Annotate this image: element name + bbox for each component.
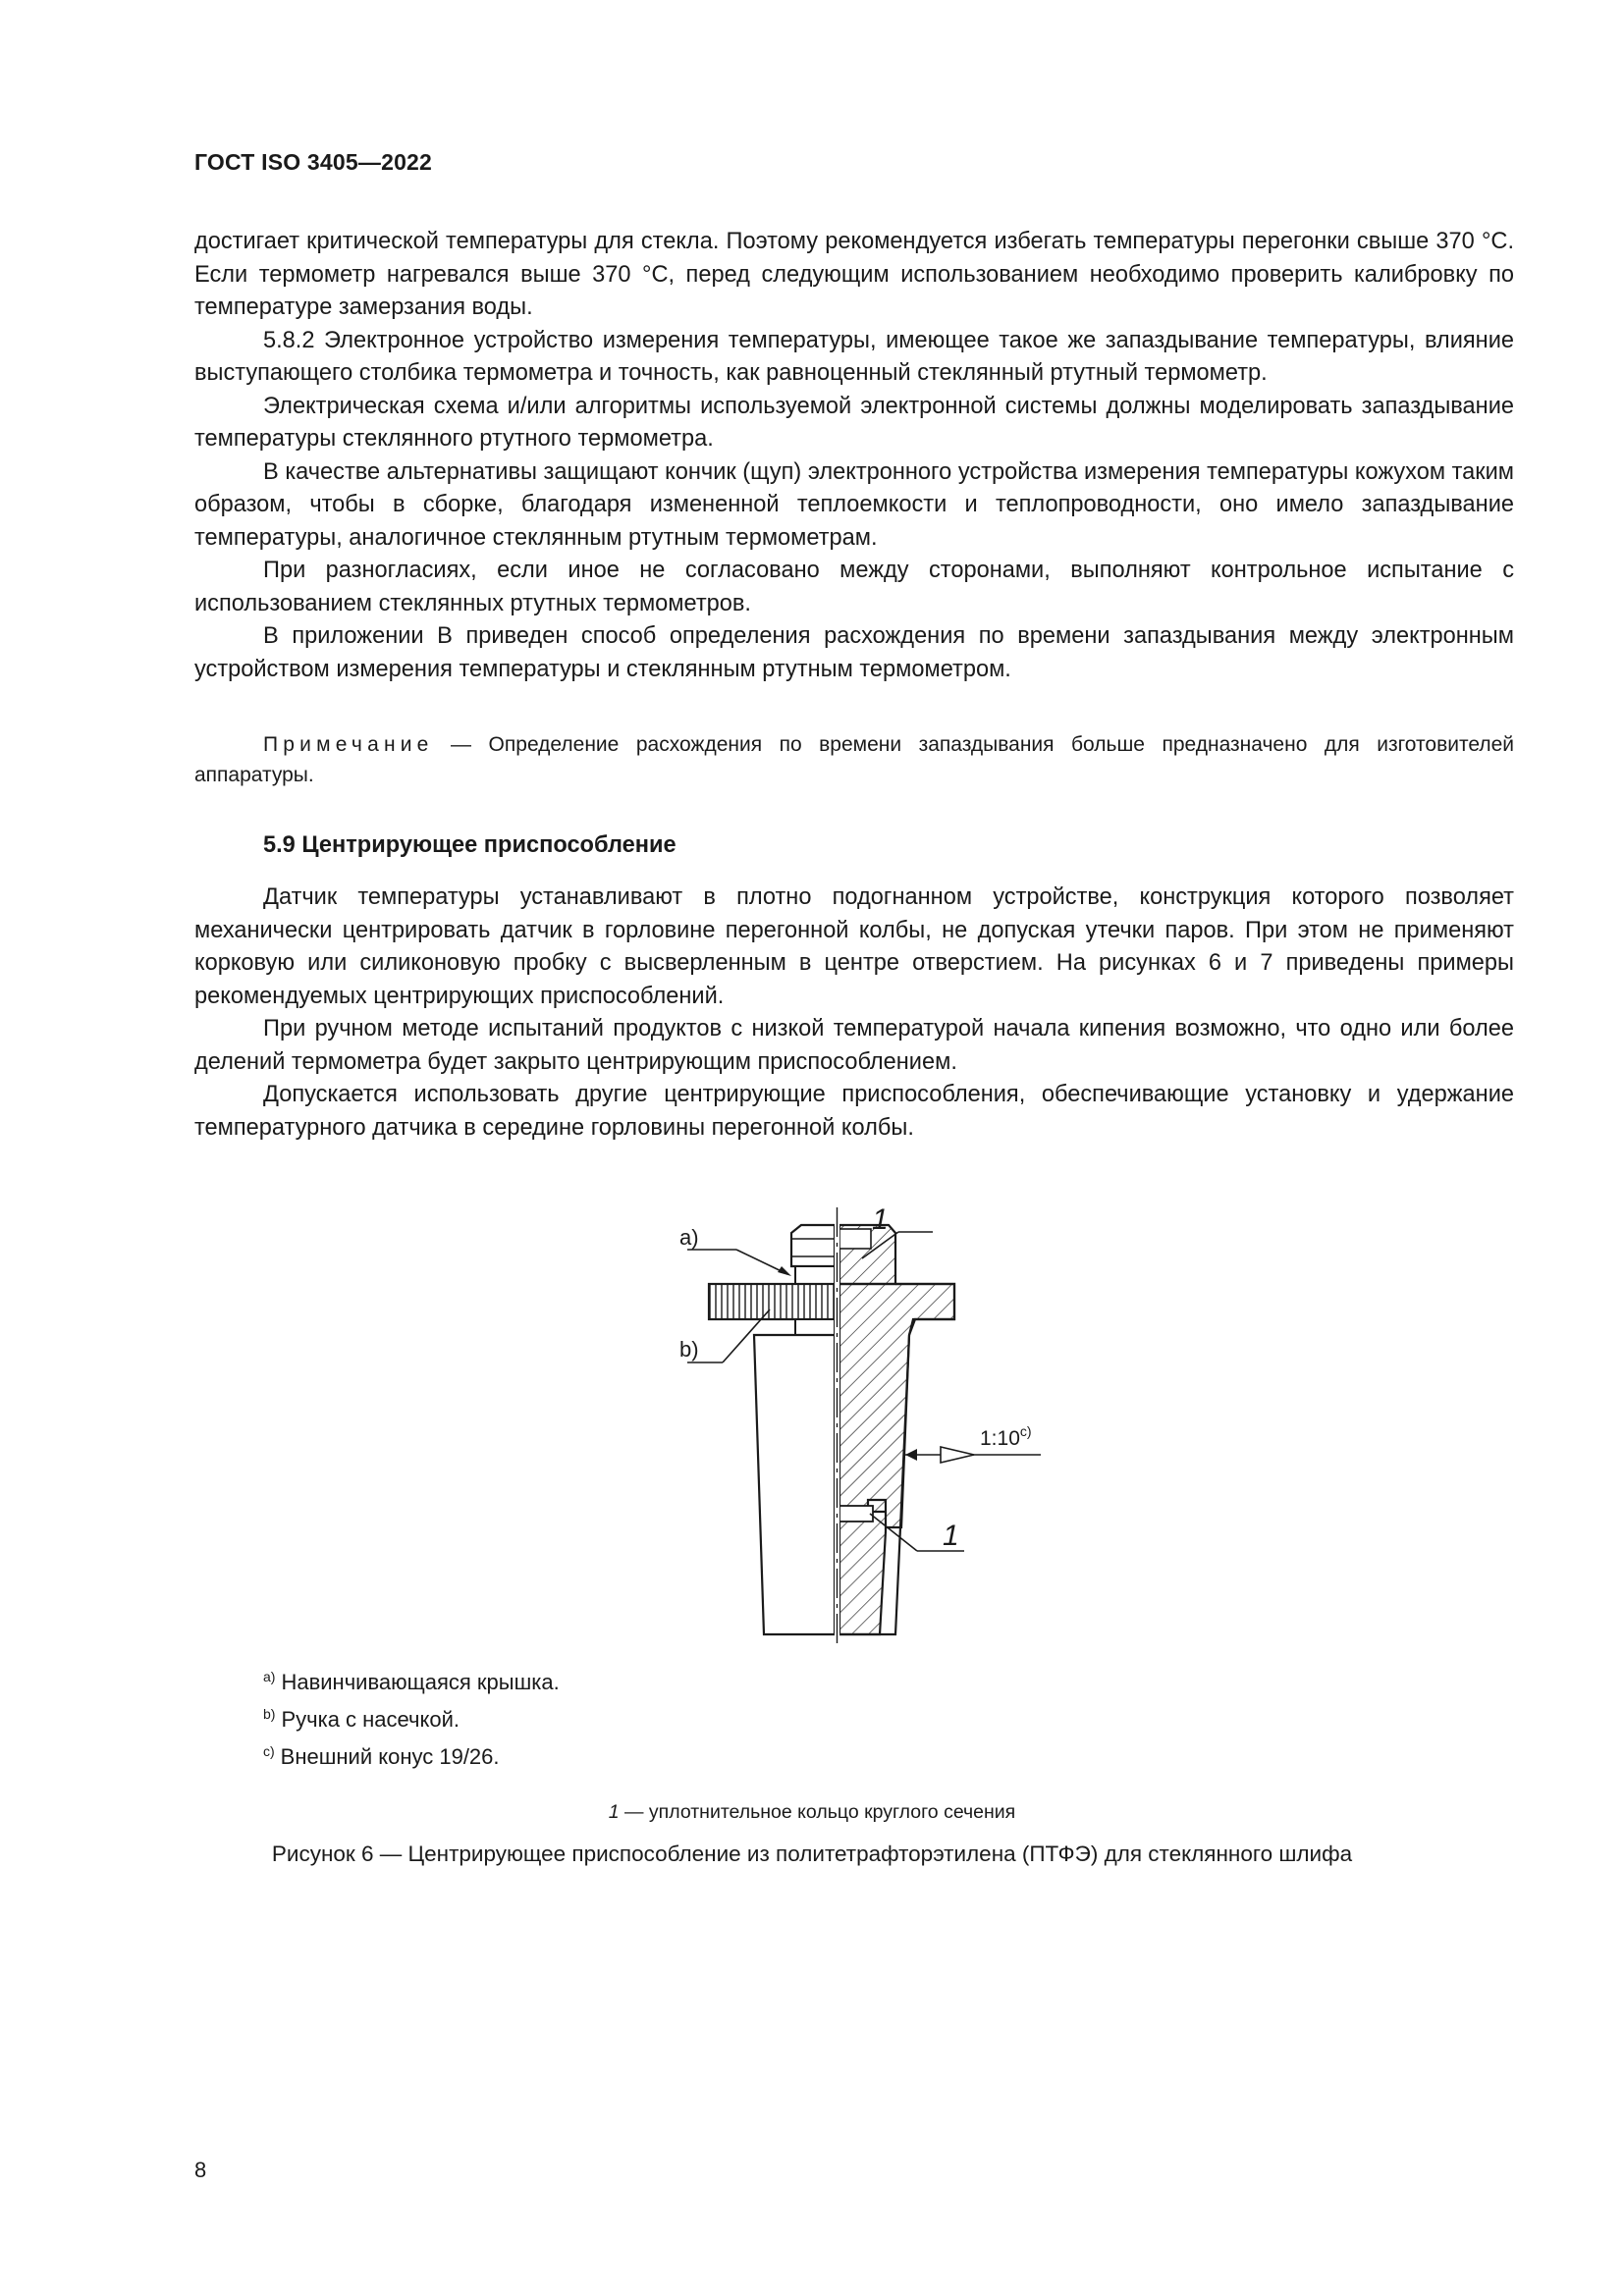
footnote [263,1661,560,1698]
taper-sup: c) [1019,1423,1032,1439]
figure-drawing [648,1188,1060,1649]
figure-footnotes [263,1661,560,1773]
cap-left [791,1225,835,1266]
centering-device-drawing [648,1188,1060,1649]
section-body [194,881,1514,1145]
figure-legend [0,1801,1624,1824]
body-left [754,1335,835,1634]
note [194,730,1514,790]
label-a: a) [679,1225,699,1250]
paragraph: достигает критической температуры для стекла. Поэтому рекомендуется избегать температуры перегонки свыше 370 °C. Если термометр нагревался выше 370 °C, перед следующим использованием необходимо проверить калибровку по температуре замерзания воды. [194,229,1514,320]
o-ring-groove [839,1506,873,1522]
footnote-mark: c) [263,1743,275,1759]
paragraph: Электрическая схема и/или алгоритмы используемой электронной системы должны моделировать запаздывание температуры стеклянного ртутного термометра. [194,393,1514,452]
footnote [263,1698,560,1735]
label-1-bottom: 1 [943,1520,959,1552]
footnote-text: Навинчивающаяся крышка. [281,1670,560,1694]
footnote-mark: b) [263,1706,276,1722]
paragraph: Датчик температуры устанавливают в плотно подогнанном устройстве, конструкция которого позволяет механически центрировать датчик в горловине перегонной колбы, не допуская утечки паров. При этом не применяют корковую или силиконовую пробку с высверленным в центре отверстием. На рисунках 6 и 7 приведены примеры рекомендуемых центрирующих приспособлений. [194,884,1514,1009]
taper-label [980,1423,1032,1450]
paragraph: 5.8.2 Электронное устройство измерения температуры, имеющее такое же запаздывание температуры, влияние выступающего столбика термометра и точность, как равноценный стеклянный ртутный термометр. [194,327,1514,386]
footnote [263,1735,560,1773]
figure-caption: Рисунок 6 — Центрирующее приспособление из политетрафторэтилена (ПТФЭ) для стеклянного шлифа [271,1842,1353,1866]
legend-number: 1 [608,1801,620,1823]
note-text: — Определение расхождения по времени запаздывания больше предназначено для изготовителей аппаратуры. [194,733,1514,786]
paragraph: При ручном методе испытаний продуктов с низкой температурой начала кипения возможно, что одно или более делений термометра будет закрыто центрирующим приспособлением. [194,1016,1514,1075]
paragraph: В приложении В приведен способ определения расхождения по времени запаздывания между электронным устройством измерения температуры и стеклянным ртутным термометром. [194,623,1514,682]
page-number: 8 [194,2158,207,2182]
knurled-handle [709,1284,835,1319]
section-title: 5.9 Центрирующее приспособление [263,832,677,858]
note-label: Примечание [263,733,434,756]
legend-text: — уплотнительное кольцо круглого сечения [619,1801,1016,1823]
document-header: ГОСТ ISO 3405—2022 [194,149,433,175]
footnote-text: Внешний конус 19/26. [280,1744,500,1769]
footnote-text: Ручка с насечкой. [281,1707,460,1732]
body-top [194,226,1514,686]
paragraph: В качестве альтернативы защищают кончик (щуп) электронного устройства измерения температуры кожухом таким образом, чтобы в сборке, благодаря измененной теплоемкости и теплопроводности, оно имело запаздывание температуры, аналогичное стеклянным ртутным термометрам. [194,458,1514,551]
taper-ratio: 1:10 [980,1427,1020,1450]
footnote-mark: a) [263,1669,276,1684]
paragraph: Допускается использовать другие центрирующие приспособления, обеспечивающие установку и удержание температурного датчика в середине горловины перегонной колбы. [194,1082,1514,1141]
label-1-top: 1 [872,1203,889,1236]
paragraph: При разногласиях, если иное не согласовано между сторонами, выполняют контрольное испытание с использованием стеклянных ртутных термометров. [194,558,1514,616]
label-b: b) [679,1337,699,1362]
